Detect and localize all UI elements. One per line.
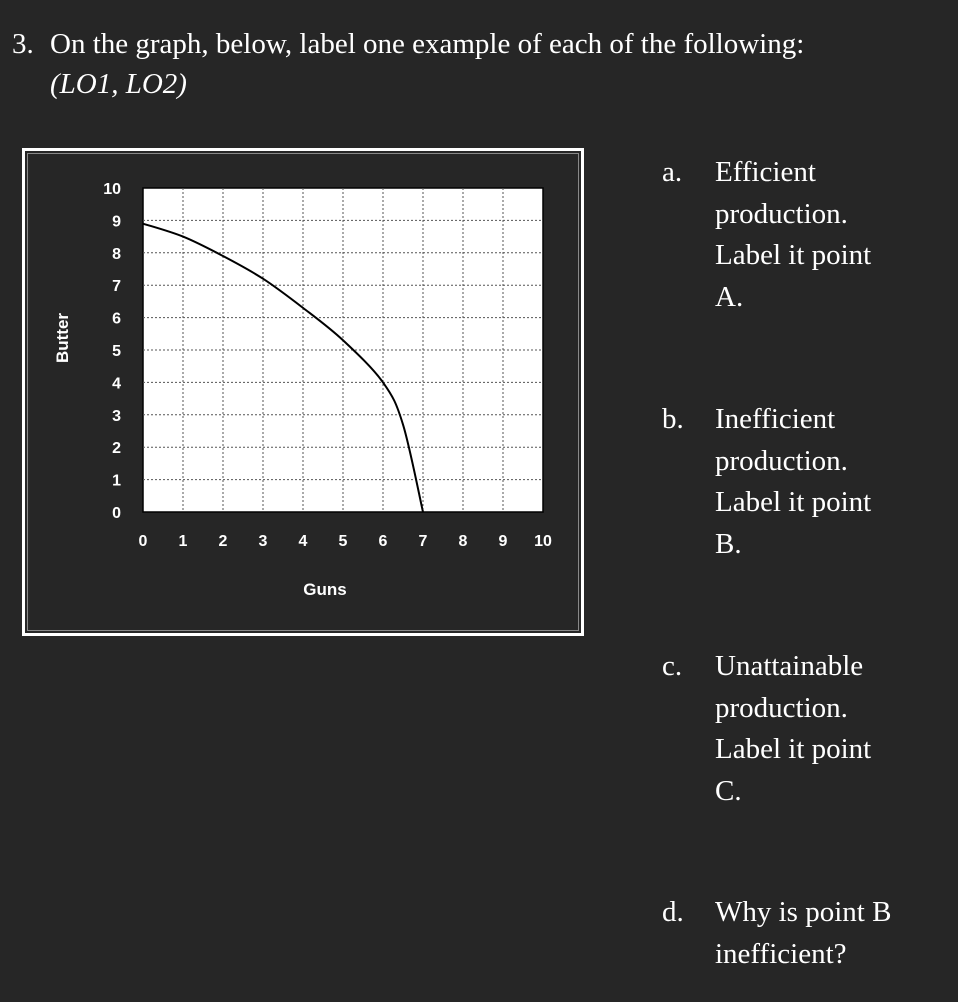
- y-tick-label: 9: [112, 213, 121, 231]
- part-a-line: A.: [715, 280, 744, 313]
- part-a-letter: a.: [662, 156, 683, 188]
- part-b-letter: b.: [662, 403, 684, 435]
- x-tick-label: 4: [298, 533, 308, 550]
- part-d-line: inefficient?: [715, 937, 847, 970]
- part-d-letter: d.: [662, 896, 684, 928]
- part-c: [662, 646, 952, 812]
- x-tick-label: 3: [258, 533, 268, 550]
- x-tick-label: 7: [418, 533, 428, 550]
- x-tick-label: 2: [218, 533, 228, 550]
- y-tick-label: 10: [103, 181, 121, 198]
- part-c-text: [715, 646, 945, 812]
- part-d-text: [715, 892, 945, 975]
- x-tick-label: 0: [138, 533, 148, 550]
- part-b-line: production.: [715, 444, 848, 477]
- x-tick-label: 6: [378, 533, 388, 550]
- part-c-line: production.: [715, 691, 848, 724]
- y-tick-label: 3: [112, 407, 121, 425]
- y-tick-label: 4: [112, 375, 121, 393]
- question-number: 3.: [12, 28, 34, 60]
- y-tick-label: 8: [112, 245, 121, 263]
- y-tick-label: 5: [112, 343, 121, 360]
- y-tick-label: 0: [112, 505, 121, 522]
- x-tick-label: 9: [498, 533, 508, 550]
- part-b-text: [715, 399, 945, 565]
- part-d-line: Why is point B: [715, 896, 892, 928]
- part-b-line: B.: [715, 527, 742, 560]
- x-tick-label: 1: [178, 533, 188, 550]
- part-a-line: production.: [715, 197, 848, 230]
- part-a-line: Label it point: [715, 239, 872, 271]
- x-tick-label: 5: [338, 533, 348, 550]
- part-d: [662, 892, 952, 975]
- part-b-line: Label it point: [715, 486, 872, 518]
- part-a-text: [715, 152, 945, 318]
- part-a: [662, 152, 952, 318]
- x-tick-label: 10: [534, 533, 552, 550]
- y-tick-label: 2: [112, 440, 121, 458]
- chart-frame: [22, 148, 584, 636]
- part-a-line: Efficient: [715, 156, 816, 188]
- y-tick-label: 1: [112, 472, 121, 490]
- part-b: [662, 399, 952, 565]
- learning-objectives: (LO1, LO2): [50, 68, 187, 100]
- x-tick-label: 8: [458, 533, 468, 550]
- part-c-line: Unattainable: [715, 650, 864, 682]
- part-b-line: Inefficient: [715, 403, 836, 435]
- y-tick-label: 6: [112, 310, 121, 328]
- part-c-line: C.: [715, 774, 742, 807]
- y-tick-label: 7: [112, 278, 121, 296]
- part-c-line: Label it point: [715, 733, 872, 765]
- y-axis-label: Butter: [53, 312, 72, 364]
- question-text: On the graph, below, label one example of each of the following:: [50, 28, 805, 60]
- x-axis-label: Guns: [303, 580, 347, 599]
- part-c-letter: c.: [662, 650, 683, 682]
